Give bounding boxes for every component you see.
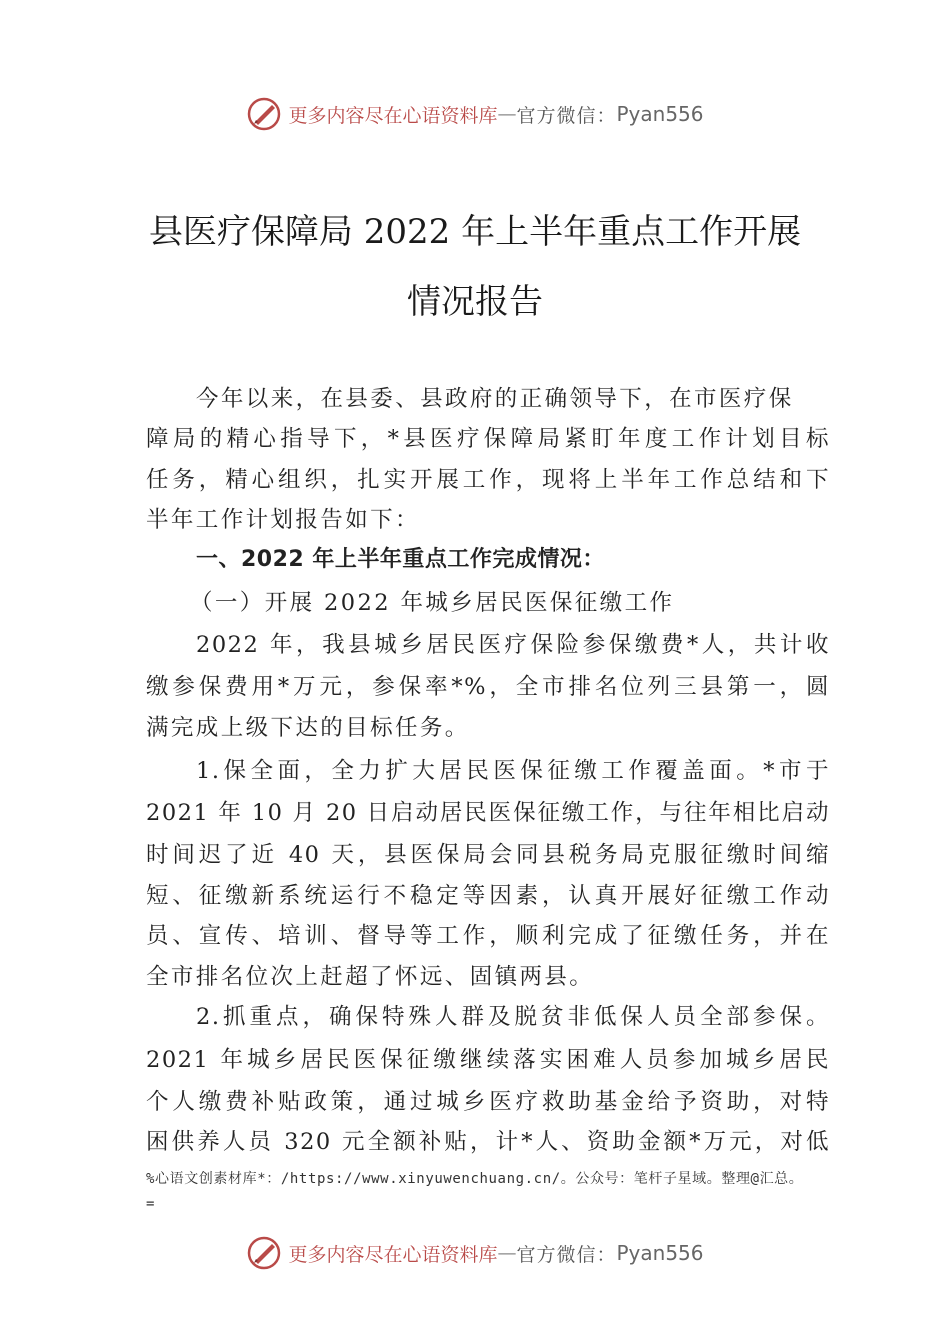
body-line: 障局的精心指导下，*县医疗保障局紧盯年度工作计划目标: [146, 426, 830, 452]
body-line: 半年工作计划报告如下：: [146, 507, 420, 533]
banner-text: 更多内容尽在心语资料库: [288, 1243, 498, 1266]
body-line: 今年以来，在县委、县政府的正确领导下，在市医疗保: [196, 386, 794, 412]
banner-separator: —: [497, 1242, 517, 1264]
section-heading: 一、2022 年上半年重点工作完成情况：: [196, 547, 605, 572]
body-line: 2021 年城乡居民医保征缴继续落实困难人员参加城乡居民: [146, 1047, 830, 1073]
body-line: 全市排名位次上赶超了怀远、固镇两县。: [146, 964, 595, 990]
page-title-line-2: 情况报告: [407, 282, 543, 322]
footnote: %心语文创素材库*：/https://www.xinyuwenchuang.cn/。公众号：笔杆子星域。整理@汇总。: [146, 1171, 804, 1187]
body-line: 个人缴费补贴政策，通过城乡医疗救助基金给予资助，对特: [146, 1089, 830, 1115]
body-line: 任务，精心组织，扎实开展工作，现将上半年工作总结和下: [146, 467, 830, 493]
banner-wechat-label: 官方微信：: [516, 1243, 617, 1266]
body-line: 2022 年，我县城乡居民医疗保险参保缴费*人，共计收: [196, 632, 830, 658]
footnote-tail: =: [146, 1196, 155, 1212]
body-line: 1.保全面，全力扩大居民医保征缴工作覆盖面。*市于: [196, 758, 830, 784]
body-line: 2021 年 10 月 20 日启动居民医保征缴工作，与往年相比启动: [146, 800, 830, 826]
body-line: 2.抓重点，确保特殊人群及脱贫非低保人员全部参保。: [196, 1004, 830, 1030]
body-line: 时间迟了近 40 天，县医保局会同县税务局克服征缴时间缩: [146, 842, 830, 868]
body-line: 缴参保费用*万元，参保率*%，全市排名位列三县第一，圆: [146, 674, 830, 700]
page-title-line-1: 县医疗保障局 2022 年上半年重点工作开展: [148, 212, 802, 252]
banner-wechat-id: Pyan556: [616, 1241, 704, 1265]
logo-icon: [246, 1235, 282, 1271]
banner-wechat-id: Pyan556: [616, 102, 704, 126]
banner-wechat-label: 官方微信：: [516, 104, 617, 127]
body-line: 短、征缴新系统运行不稳定等因素，认真开展好征缴工作动: [146, 883, 830, 909]
header-banner: [0, 96, 950, 132]
footer-banner: [0, 1235, 950, 1271]
body-line: 困供养人员 320 元全额补贴，计*人、资助金额*万元，对低: [146, 1129, 830, 1155]
body-line: 满完成上级下达的目标任务。: [146, 715, 470, 741]
banner-text: 更多内容尽在心语资料库: [288, 104, 498, 127]
subsection-heading: （一）开展 2022 年城乡居民医保征缴工作: [190, 590, 675, 616]
banner-separator: —: [497, 103, 517, 125]
body-line: 员、宣传、培训、督导等工作，顺利完成了征缴任务，并在: [146, 923, 830, 949]
logo-icon: [246, 96, 282, 132]
